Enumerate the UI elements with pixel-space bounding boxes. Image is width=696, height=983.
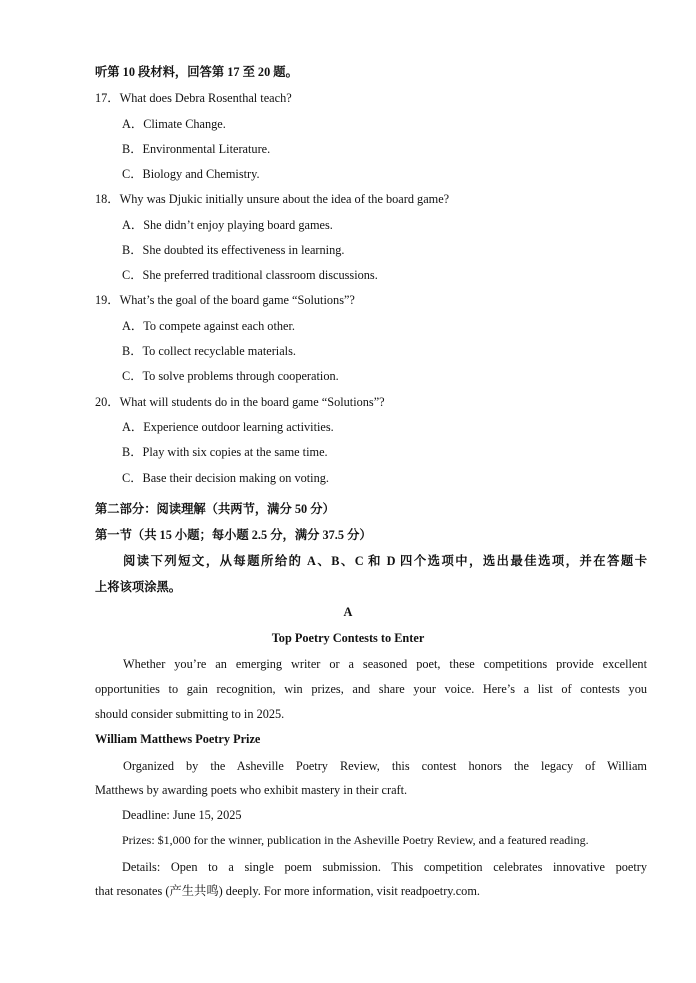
reading-instruction-line1: 阅读下列短文，从每题所给的 A、B、C 和 D 四个选项中，选出最佳选项，并在答题卡 [123, 554, 647, 568]
option-text: She preferred traditional classroom discussions. [142, 268, 378, 282]
question-20 [95, 394, 385, 410]
reading-instruction-line2: 上将该项涂黑。 [95, 580, 182, 594]
reading-subsection-title: 第一节（共 15 小题；每小题 2.5 分，满分 37.5 分） [95, 528, 372, 542]
option-text: Climate Change. [143, 117, 226, 131]
question-number: 18． [95, 192, 120, 206]
question-17 [95, 90, 292, 106]
passage-title: Top Poetry Contests to Enter [271, 631, 425, 645]
option-letter: C． [122, 369, 143, 383]
option-letter: B． [122, 243, 143, 257]
intro-line2: opportunities to gain recognition, win prizes, and share your voice. Here’s a list of contests you [95, 682, 647, 696]
option-17-a [122, 116, 226, 132]
question-19 [95, 292, 355, 308]
passage-letter: A [343, 605, 353, 619]
option-letter: C． [122, 471, 143, 485]
contest-desc-line2: Matthews by awarding poets who exhibit mastery in their craft. [95, 783, 408, 797]
intro-line1: Whether you’re an emerging writer or a seasoned poet, these competitions provide excellent [123, 657, 647, 671]
option-text: To collect recyclable materials. [142, 344, 296, 358]
option-19-b [122, 343, 296, 359]
option-letter: B． [122, 142, 143, 156]
question-text: Why was Djukic initially unsure about the idea of the board game? [119, 192, 450, 206]
option-text: To compete against each other. [143, 319, 295, 333]
option-18-b [122, 242, 344, 258]
option-20-b [122, 444, 328, 460]
option-text: She doubted its effectiveness in learning. [142, 243, 345, 257]
option-letter: C． [122, 167, 143, 181]
option-letter: A． [122, 117, 144, 131]
contest-details-line2: that resonates (产生共鸣) deeply. For more information, visit readpoetry.com. [95, 884, 480, 898]
question-number: 19． [95, 293, 120, 307]
question-text: What’s the goal of the board game “Solutions”? [119, 293, 355, 307]
reading-part-title: 第二部分：阅读理解（共两节，满分 50 分） [95, 502, 335, 516]
contest-details-line1: Details: Open to a single poem submission. This competition celebrates innovative poetry [122, 860, 647, 874]
option-18-a [122, 217, 333, 233]
option-letter: B． [122, 344, 143, 358]
option-20-c [122, 470, 329, 486]
question-18 [95, 191, 449, 207]
option-text: Experience outdoor learning activities. [143, 420, 334, 434]
intro-line3: should consider submitting to in 2025. [95, 707, 285, 721]
contest-deadline: Deadline: June 15, 2025 [122, 808, 242, 822]
question-number: 17． [95, 91, 120, 105]
contest-name: William Matthews Poetry Prize [95, 732, 261, 746]
option-20-a [122, 419, 334, 435]
option-19-a [122, 318, 295, 334]
option-19-c [122, 368, 339, 384]
option-text: She didn’t enjoy playing board games. [143, 218, 333, 232]
question-text: What does Debra Rosenthal teach? [119, 91, 292, 105]
option-text: To solve problems through cooperation. [142, 369, 339, 383]
option-17-c [122, 166, 260, 182]
option-text: Environmental Literature. [142, 142, 271, 156]
option-text: Play with six copies at the same time. [142, 445, 328, 459]
option-letter: C． [122, 268, 143, 282]
option-letter: A． [122, 319, 144, 333]
option-letter: A． [122, 420, 144, 434]
contest-desc-line1: Organized by the Asheville Poetry Review, this contest honors the legacy of William [123, 759, 647, 773]
question-text: What will students do in the board game “Solutions”? [119, 395, 385, 409]
option-letter: A． [122, 218, 144, 232]
option-text: Biology and Chemistry. [142, 167, 260, 181]
option-letter: B． [122, 445, 143, 459]
listening-section-header: 听第 10 段材料，回答第 17 至 20 题。 [95, 65, 298, 79]
option-17-b [122, 141, 270, 157]
option-text: Base their decision making on voting. [142, 471, 329, 485]
question-number: 20． [95, 395, 120, 409]
option-18-c [122, 267, 378, 283]
contest-prizes: Prizes: $1,000 for the winner, publication in the Asheville Poetry Review, and a featured reading. [122, 833, 589, 847]
